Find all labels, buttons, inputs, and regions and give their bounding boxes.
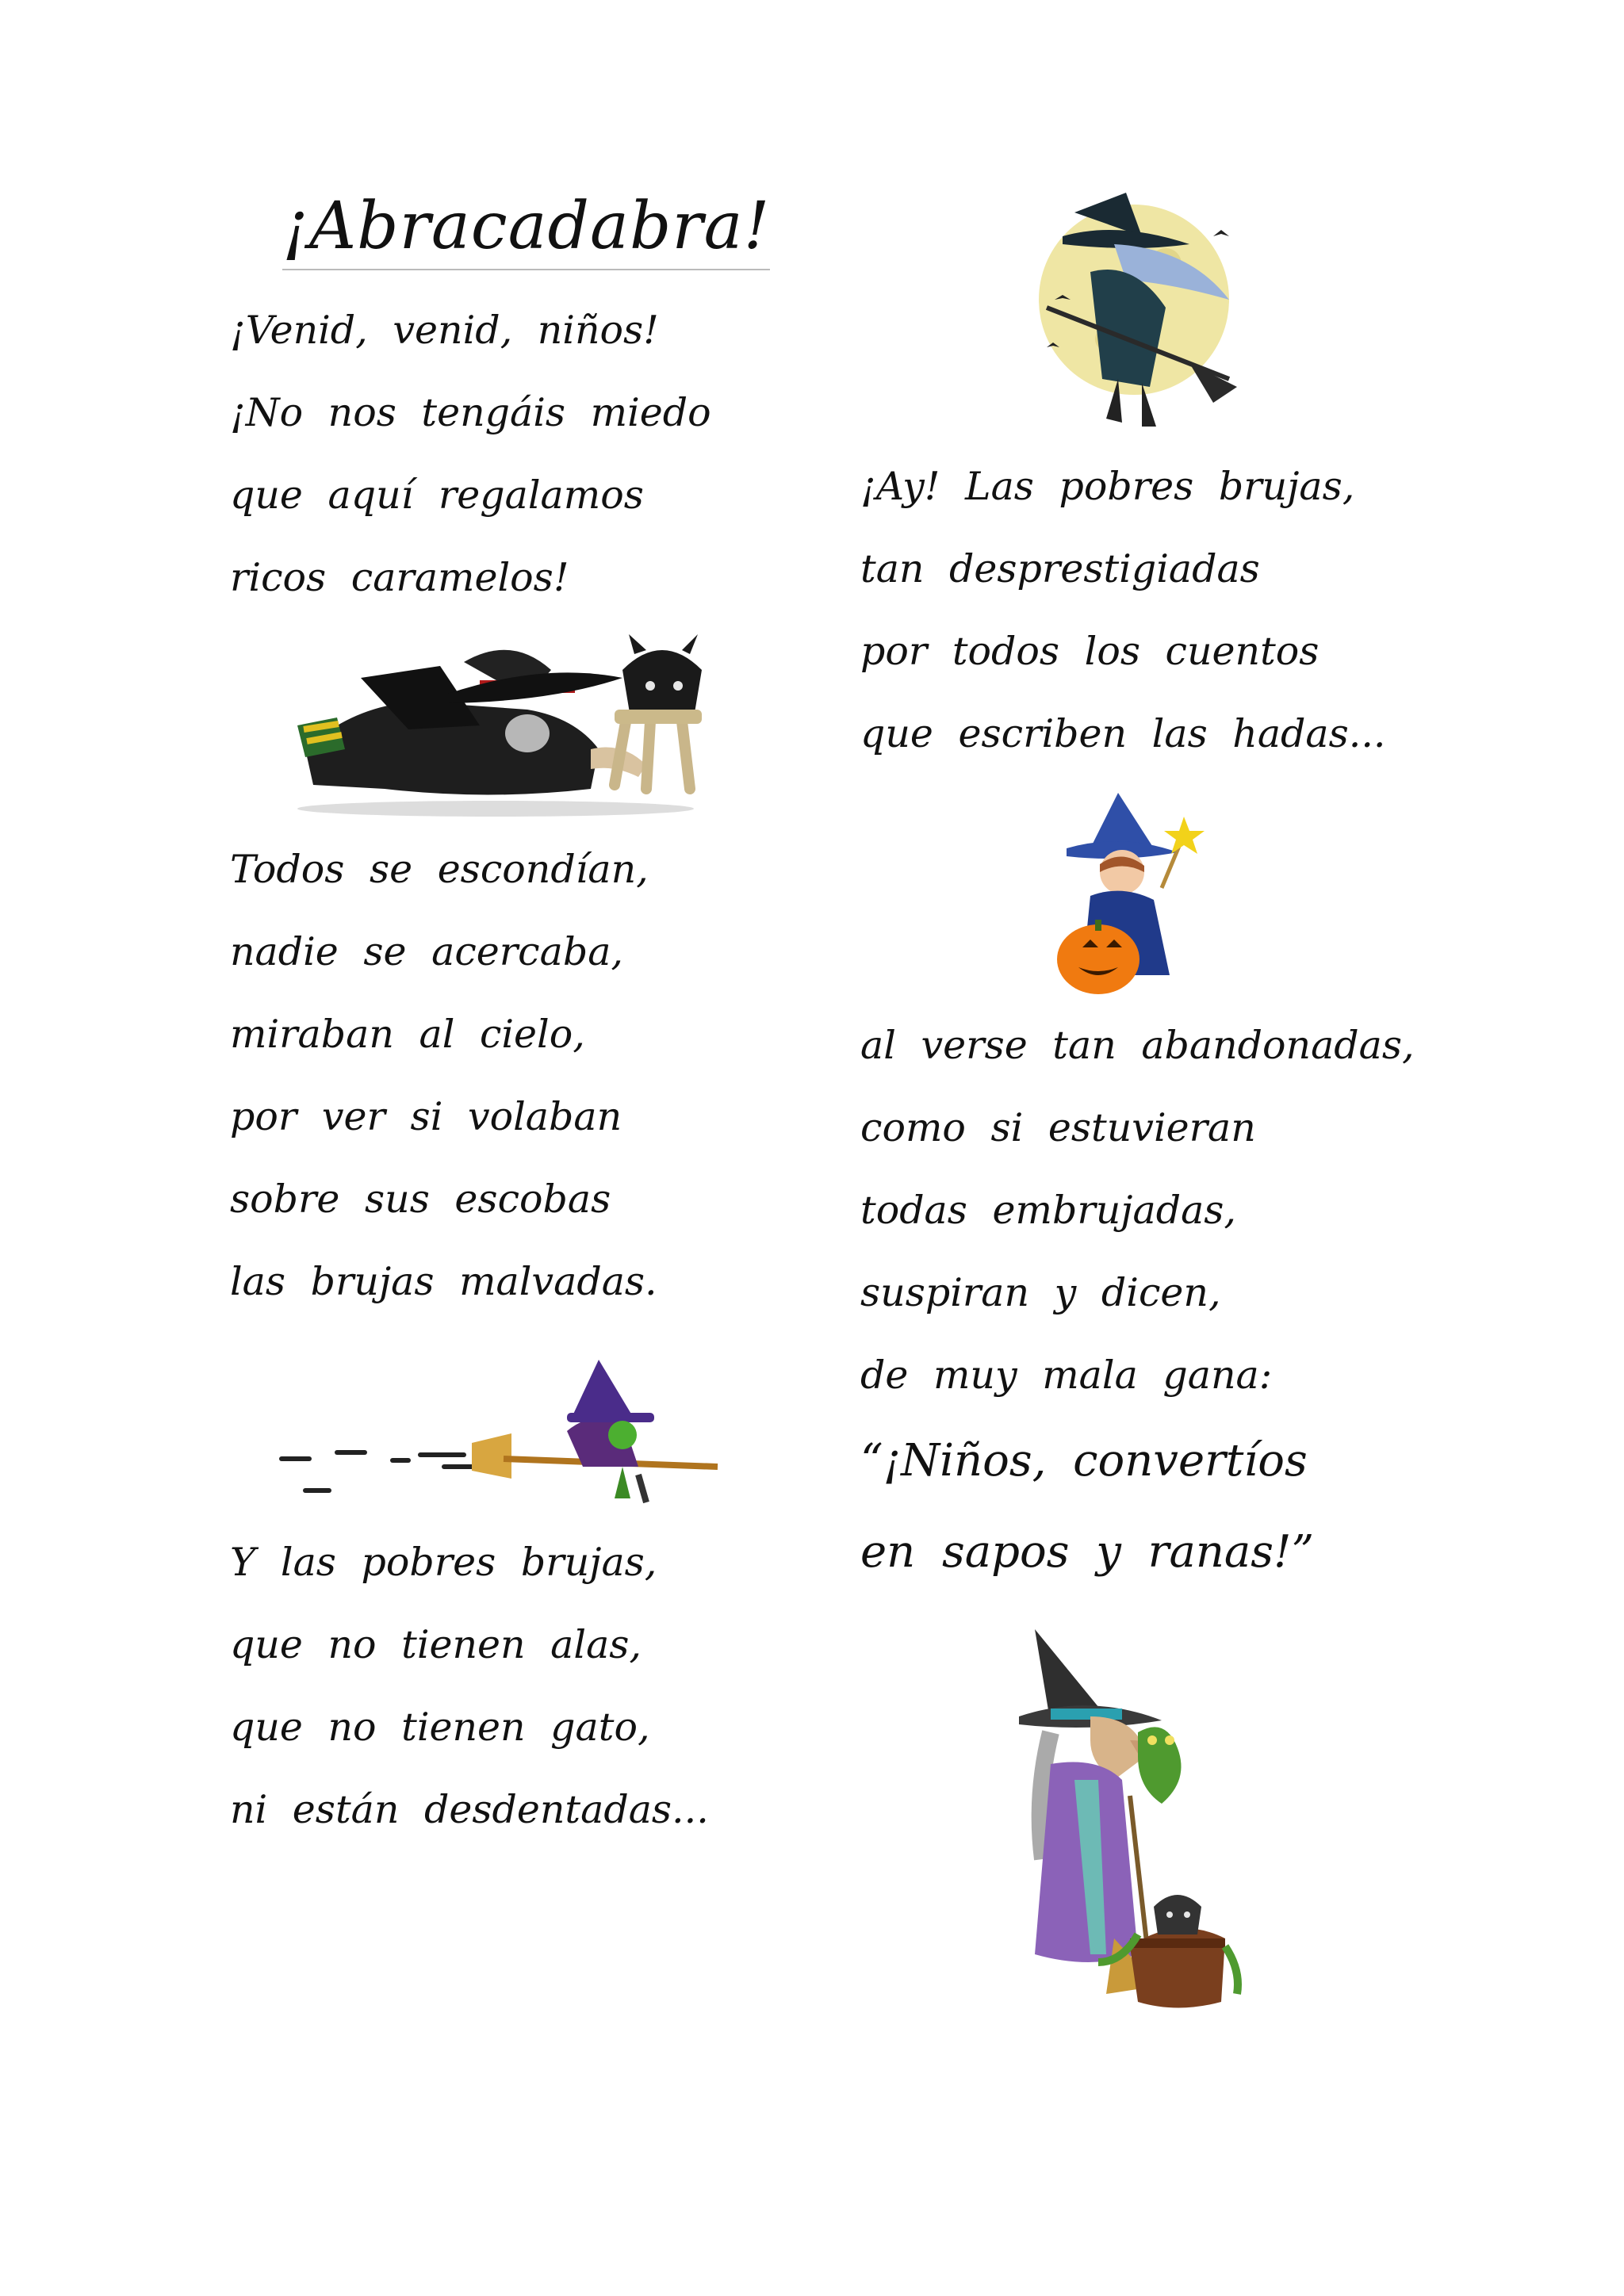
flying-witch-broom-illustration <box>274 1340 726 1514</box>
poem-line: ¡No nos tengáis miedo <box>230 390 711 435</box>
poem-line: por todos los cuentos <box>860 629 1320 674</box>
poem-line: que no tienen gato, <box>230 1705 650 1750</box>
poem-line: ¡Venid, venid, niños! <box>230 308 659 353</box>
poem-line: tan desprestigiadas <box>860 546 1260 591</box>
poem-quote-line: “¡Niños, convertíos <box>860 1435 1308 1487</box>
poem-line: que no tienen alas, <box>230 1622 642 1667</box>
poem-line: Y las pobres brujas, <box>230 1540 657 1585</box>
poem-quote-line: en sapos y ranas!” <box>860 1526 1315 1578</box>
poem-line: Todos se escondían, <box>230 847 649 892</box>
poem-line: de muy mala gana: <box>860 1353 1273 1398</box>
crawling-witch-cat-illustration <box>289 630 718 821</box>
poem-line: sobre sus escobas <box>230 1177 611 1222</box>
poem-line: las brujas malvadas. <box>230 1259 657 1304</box>
poem-line: al verse tan abandonadas, <box>860 1023 1415 1068</box>
old-witch-frog-cauldron-illustration <box>1019 1621 1249 2018</box>
poem-line: que escriben las hadas... <box>860 711 1386 756</box>
poem-title: ¡Abracadabra! <box>282 189 770 270</box>
poem-line: que aquí regalamos <box>230 473 644 518</box>
poem-line: ¡Ay! Las pobres brujas, <box>860 464 1355 509</box>
poem-line: por ver si volaban <box>230 1094 622 1139</box>
poem-line: suspiran y dicen, <box>860 1270 1221 1315</box>
poem-line: ricos caramelos! <box>230 555 569 600</box>
poem-line: miraban al cielo, <box>230 1012 585 1057</box>
poem-line: nadie se acercaba, <box>230 929 623 974</box>
poem-line: ni están desdentadas... <box>230 1787 709 1832</box>
poem-line: todas embrujadas, <box>860 1188 1237 1233</box>
poem-line: como si estuvieran <box>860 1105 1256 1150</box>
witch-moon-broom-illustration <box>1031 189 1245 434</box>
young-witch-pumpkin-illustration <box>1043 793 1209 999</box>
